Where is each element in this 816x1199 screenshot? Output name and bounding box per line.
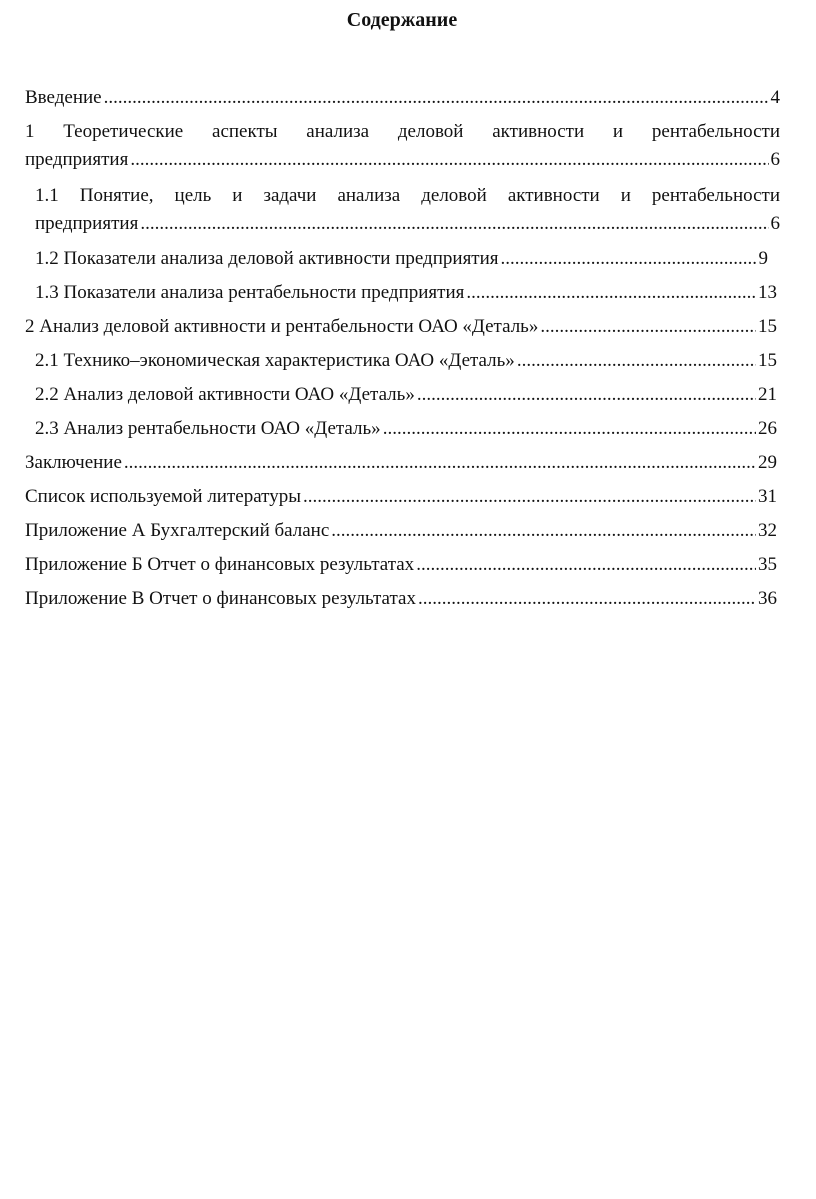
toc-page-number: 26: [758, 418, 777, 439]
toc-title: Содержание: [346, 9, 458, 31]
toc-page-number: 36: [758, 588, 777, 609]
dot-leader: [416, 551, 756, 579]
toc-entry-section-1-1[interactable]: [35, 182, 780, 238]
dot-leader: [501, 245, 757, 273]
dot-leader: [383, 415, 756, 443]
toc-entry-appendix-b[interactable]: [25, 551, 777, 579]
toc-page-number: 35: [758, 554, 777, 575]
toc-page-number: 29: [758, 452, 777, 473]
toc-page-number: 4: [770, 87, 780, 108]
toc-entry-label: предприятия: [25, 149, 129, 170]
toc-entry-label: 2.1 Технико–экономическая характеристика ОАО «Деталь»: [35, 350, 515, 371]
toc-entry-conclusion[interactable]: [25, 449, 777, 477]
toc-entry-introduction[interactable]: [25, 84, 780, 112]
toc-entry-label: Заключение: [25, 452, 122, 473]
toc-entry-label: Приложение А Бухгалтерский баланс: [25, 520, 330, 541]
toc-entry-label: 1.2 Показатели анализа деловой активности предприятия: [35, 248, 499, 269]
toc-page-number: 31: [758, 486, 777, 507]
toc-entry-section-2-2[interactable]: [35, 381, 777, 409]
dot-leader: [140, 210, 768, 238]
toc-entry-label: предприятия: [35, 213, 139, 234]
toc-entry-section-1-2[interactable]: [35, 245, 768, 273]
toc-page-number: 6: [770, 213, 780, 234]
toc-page-number: 21: [758, 384, 777, 405]
toc-page-number: 15: [758, 350, 777, 371]
toc-entry-chapter-2[interactable]: [25, 313, 777, 341]
toc-entry-label: Приложение В Отчет о финансовых результатах: [25, 588, 416, 609]
dot-leader: [418, 585, 756, 613]
toc-entry-section-2-1[interactable]: [35, 347, 777, 375]
toc-entry-appendix-v[interactable]: [25, 585, 777, 613]
dot-leader: [466, 279, 756, 307]
toc-entry-chapter-1[interactable]: [25, 118, 780, 174]
toc-page-number: 15: [758, 316, 777, 337]
toc-page-number: 32: [758, 520, 777, 541]
toc-entry-label: 2.2 Анализ деловой активности ОАО «Деталь»: [35, 384, 415, 405]
dot-leader: [540, 313, 756, 341]
toc-entry-label-line1: 1.1 Понятие, цель и задачи анализа деловой активности и рентабельности: [35, 185, 780, 206]
dot-leader: [517, 347, 756, 375]
toc-entry-label: 1.3 Показатели анализа рентабельности предприятия: [35, 282, 465, 303]
dot-leader: [124, 449, 756, 477]
toc-entry-label: Введение: [25, 87, 102, 108]
toc-entry-section-1-3[interactable]: [35, 279, 777, 307]
dot-leader: [104, 84, 769, 112]
toc-entry-section-2-3[interactable]: [35, 415, 777, 443]
toc-entry-references[interactable]: [25, 483, 777, 511]
toc-page-number: 13: [758, 282, 777, 303]
toc-entry-label-line1: 1 Теоретические аспекты анализа деловой активности и рентабельности: [25, 121, 780, 142]
toc-page-number: 6: [770, 149, 780, 170]
toc-entry-appendix-a[interactable]: [25, 517, 777, 545]
toc-entry-label: Список используемой литературы: [25, 486, 301, 507]
toc-page-number: 9: [758, 248, 768, 269]
toc-entry-label: 2 Анализ деловой активности и рентабельности ОАО «Деталь»: [25, 316, 539, 337]
dot-leader: [417, 381, 756, 409]
toc-entry-label: Приложение Б Отчет о финансовых результатах: [25, 554, 415, 575]
toc-list: [25, 84, 780, 619]
toc-entry-label: 2.3 Анализ рентабельности ОАО «Деталь»: [35, 418, 381, 439]
dot-leader: [130, 146, 768, 174]
dot-leader: [303, 483, 756, 511]
dot-leader: [331, 517, 756, 545]
